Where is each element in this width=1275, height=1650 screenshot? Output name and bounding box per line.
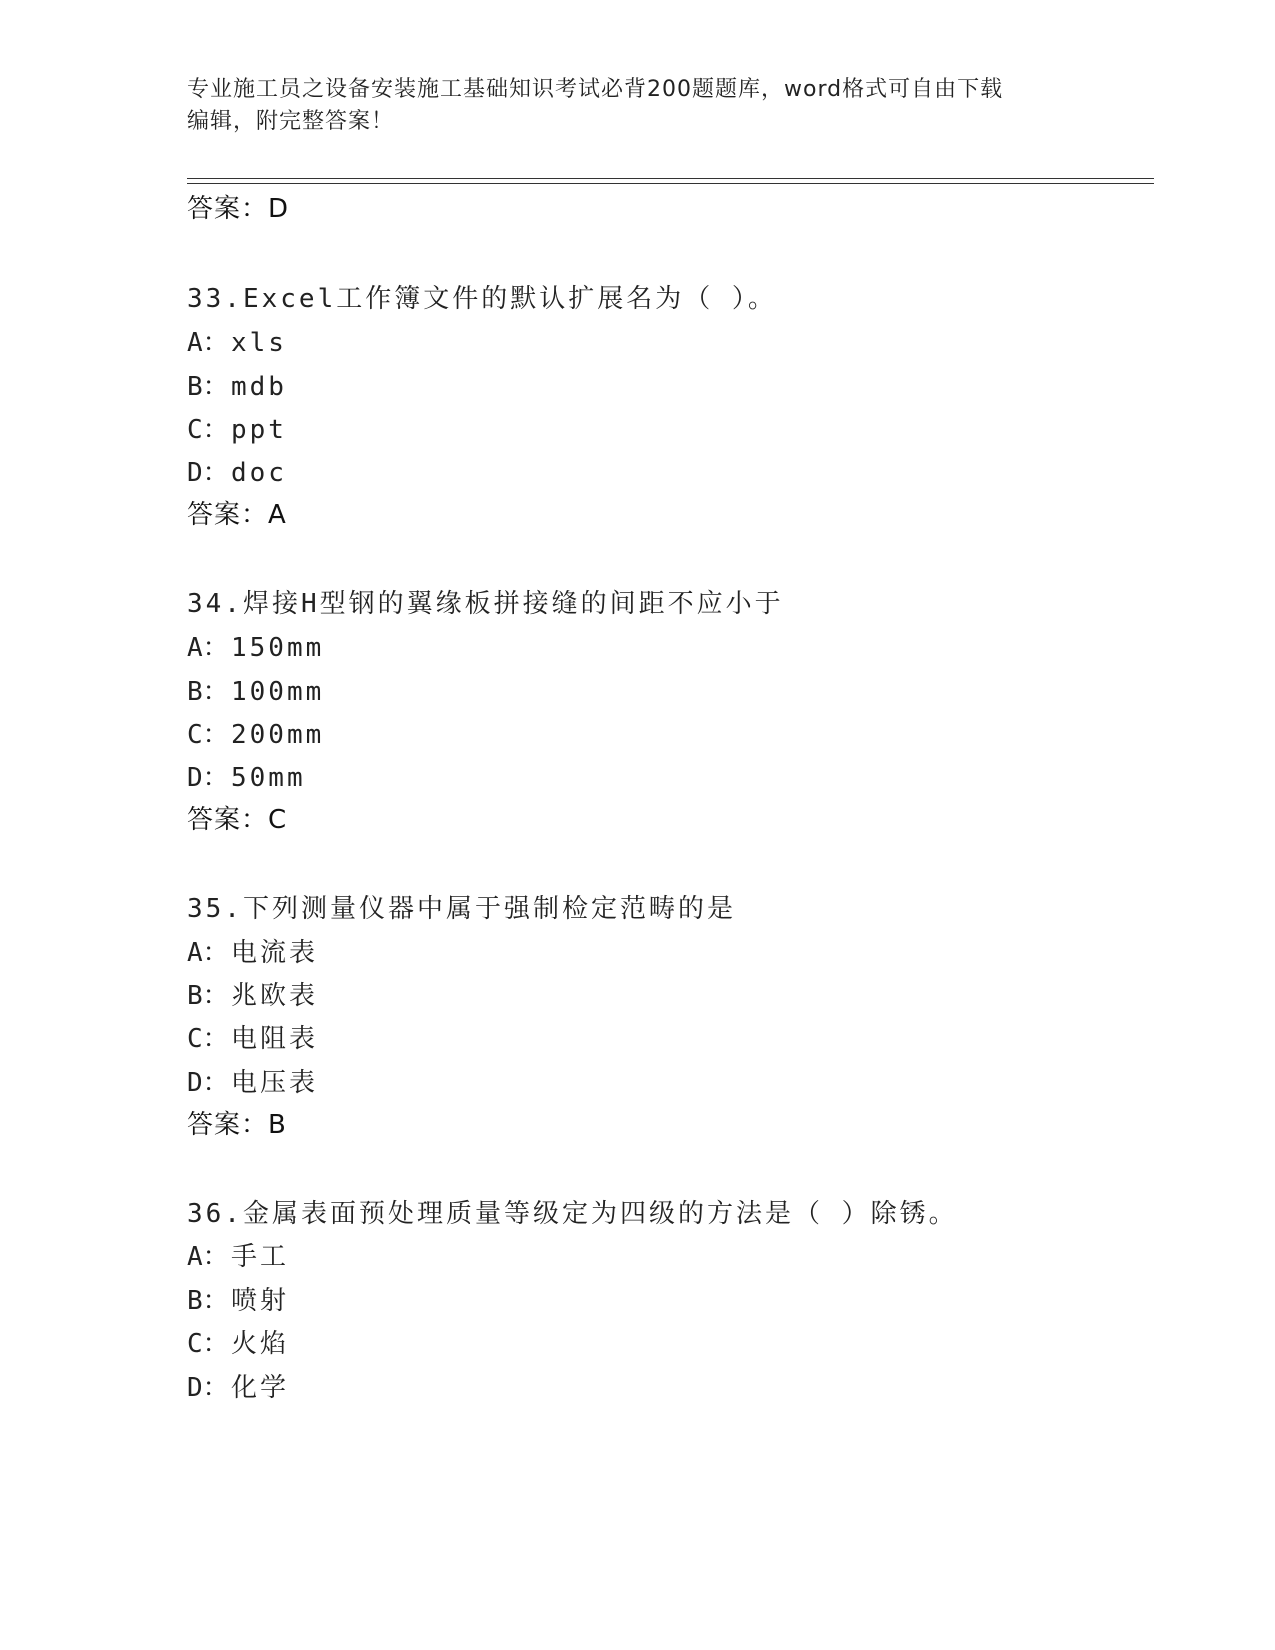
option-letter: A： — [187, 1242, 229, 1272]
option-text: 兆欧表 — [231, 981, 319, 1011]
question-36-option-d — [187, 1371, 289, 1405]
option-text: 电阻表 — [231, 1024, 319, 1054]
question-35-option-c — [187, 1022, 318, 1056]
question-33-option-b — [187, 370, 287, 404]
option-letter: D： — [187, 763, 229, 793]
header-divider-bottom — [187, 183, 1154, 184]
header-divider-top — [187, 178, 1154, 179]
option-text: 电压表 — [231, 1068, 319, 1098]
question-35: 35.下列测量仪器中属于强制检定范畴的是 — [187, 894, 736, 924]
option-text: 火焰 — [231, 1329, 290, 1359]
document-header — [187, 74, 1087, 138]
option-letter: C： — [187, 415, 229, 445]
question-34-option-c — [187, 718, 324, 752]
option-letter: B： — [187, 1286, 229, 1316]
option-text: 化学 — [231, 1373, 290, 1403]
option-letter: B： — [187, 981, 229, 1011]
question-34-option-d — [187, 761, 306, 795]
option-text: 200mm — [231, 720, 325, 750]
option-text: xls — [231, 328, 287, 358]
question-36-option-a — [187, 1240, 289, 1274]
option-text: 电流表 — [231, 938, 319, 968]
previous-answer: 答案：D — [187, 194, 290, 224]
option-text: 手工 — [231, 1242, 290, 1272]
header-line-1: 专业施工员之设备安装施工基础知识考试必背200题题库，word格式可自由下载 — [187, 77, 1004, 102]
question-33-option-d — [187, 456, 287, 490]
option-text: 100mm — [231, 677, 325, 707]
option-letter: D： — [187, 458, 229, 488]
question-35-option-b — [187, 979, 318, 1013]
question-34-answer: 答案：C — [187, 805, 288, 835]
question-36-option-c — [187, 1327, 289, 1361]
option-letter: A： — [187, 328, 229, 358]
question-35-option-d — [187, 1066, 318, 1100]
question-33: 33.Excel工作簿文件的默认扩展名为（ ）。 — [187, 284, 777, 314]
question-34-option-b — [187, 675, 324, 709]
question-34-option-a — [187, 631, 324, 665]
option-text: 150mm — [231, 633, 325, 663]
question-33-option-a — [187, 326, 287, 360]
question-33-option-c — [187, 413, 287, 447]
option-text: 喷射 — [231, 1286, 290, 1316]
option-text: 50mm — [231, 763, 306, 793]
option-letter: C： — [187, 720, 229, 750]
header-line-2: 编辑，附完整答案！ — [187, 109, 395, 134]
question-36: 36.金属表面预处理质量等级定为四级的方法是（ ）除锈。 — [187, 1199, 958, 1229]
question-35-answer: 答案：B — [187, 1110, 287, 1140]
question-35-option-a — [187, 936, 318, 970]
option-letter: D： — [187, 1068, 229, 1098]
question-36-option-b — [187, 1284, 289, 1318]
option-letter: A： — [187, 938, 229, 968]
question-34: 34.焊接H型钢的翼缘板拼接缝的间距不应小于 — [187, 589, 784, 619]
option-text: ppt — [231, 415, 287, 445]
question-33-answer: 答案：A — [187, 500, 287, 530]
option-text: doc — [231, 458, 287, 488]
option-letter: B： — [187, 372, 229, 402]
option-letter: C： — [187, 1329, 229, 1359]
option-letter: C： — [187, 1024, 229, 1054]
option-letter: A： — [187, 633, 229, 663]
option-letter: D： — [187, 1373, 229, 1403]
option-letter: B： — [187, 677, 229, 707]
option-text: mdb — [231, 372, 287, 402]
